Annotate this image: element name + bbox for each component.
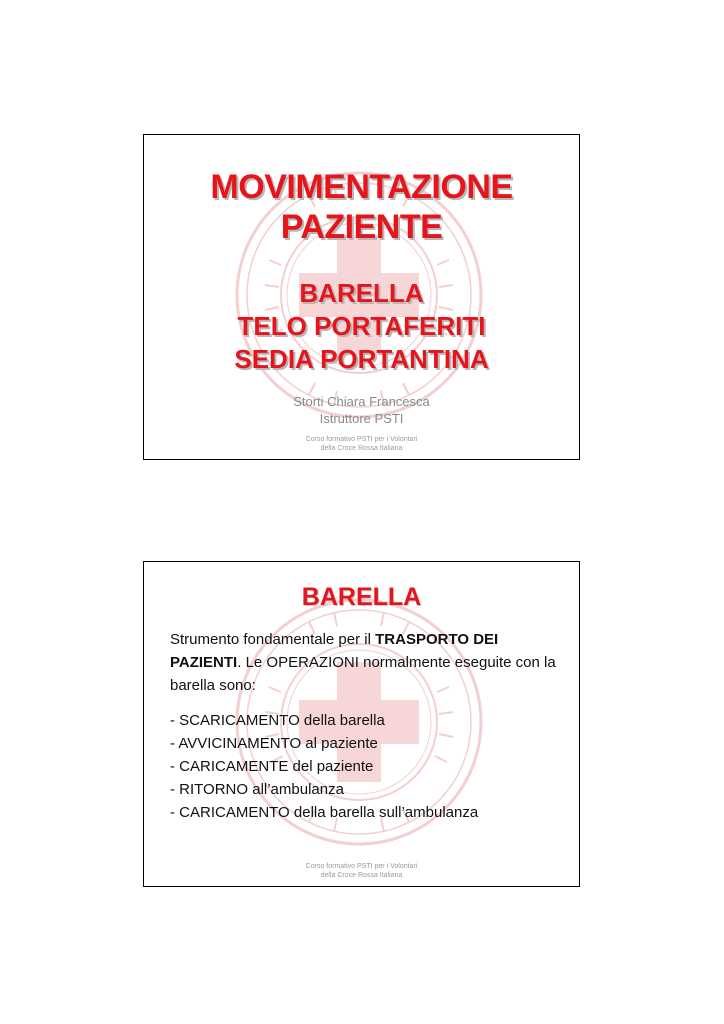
slide-title <box>143 134 580 460</box>
list-item: - CARICAMENTE del paziente <box>170 758 374 775</box>
slide-heading: BARELLA <box>301 583 422 611</box>
subtitle-item: TELO PORTAFERITI <box>237 311 486 341</box>
list-item: - RITORNO all’ambulanza <box>170 781 344 798</box>
footer-line-1: Corso formativo PSTI per i Volontari <box>305 436 418 443</box>
subtitle-list <box>144 277 579 376</box>
intro-text-2: . Le OPERAZIONI normalmente eseguite con la barella sono: <box>170 654 556 694</box>
slide-body <box>170 628 559 824</box>
slide-footer <box>144 862 579 880</box>
slide-title-heading <box>144 167 579 247</box>
footer-line-2: della Croce Rossa Italiana <box>320 872 403 879</box>
author-block <box>144 393 579 427</box>
title-line-1: MOVIMENTAZIONE <box>210 168 513 206</box>
list-item: - CARICAMENTO della barella sull’ambulanza <box>170 804 479 821</box>
operations-list <box>170 709 559 824</box>
title-line-2: PAZIENTE <box>280 208 443 246</box>
author-role: Istruttore PSTI <box>319 411 404 426</box>
intro-text-1: Strumento fondamentale per il <box>170 631 376 648</box>
author-name: Storti Chiara Francesca <box>293 394 430 409</box>
list-item: - AVVICINAMENTO al paziente <box>170 735 378 752</box>
footer-line-1: Corso formativo PSTI per i Volontari <box>305 863 418 870</box>
footer-line-2: della Croce Rossa Italiana <box>320 445 403 452</box>
intro-paragraph <box>170 628 559 697</box>
list-item: - SCARICAMENTO della barella <box>170 712 385 729</box>
subtitle-item: SEDIA PORTANTINA <box>234 344 489 374</box>
slide-barella <box>143 561 580 887</box>
slide-footer <box>144 435 579 453</box>
subtitle-item: BARELLA <box>299 278 424 308</box>
intro-bold-text: TRASPORTO DEI PAZIENTI <box>170 631 499 671</box>
